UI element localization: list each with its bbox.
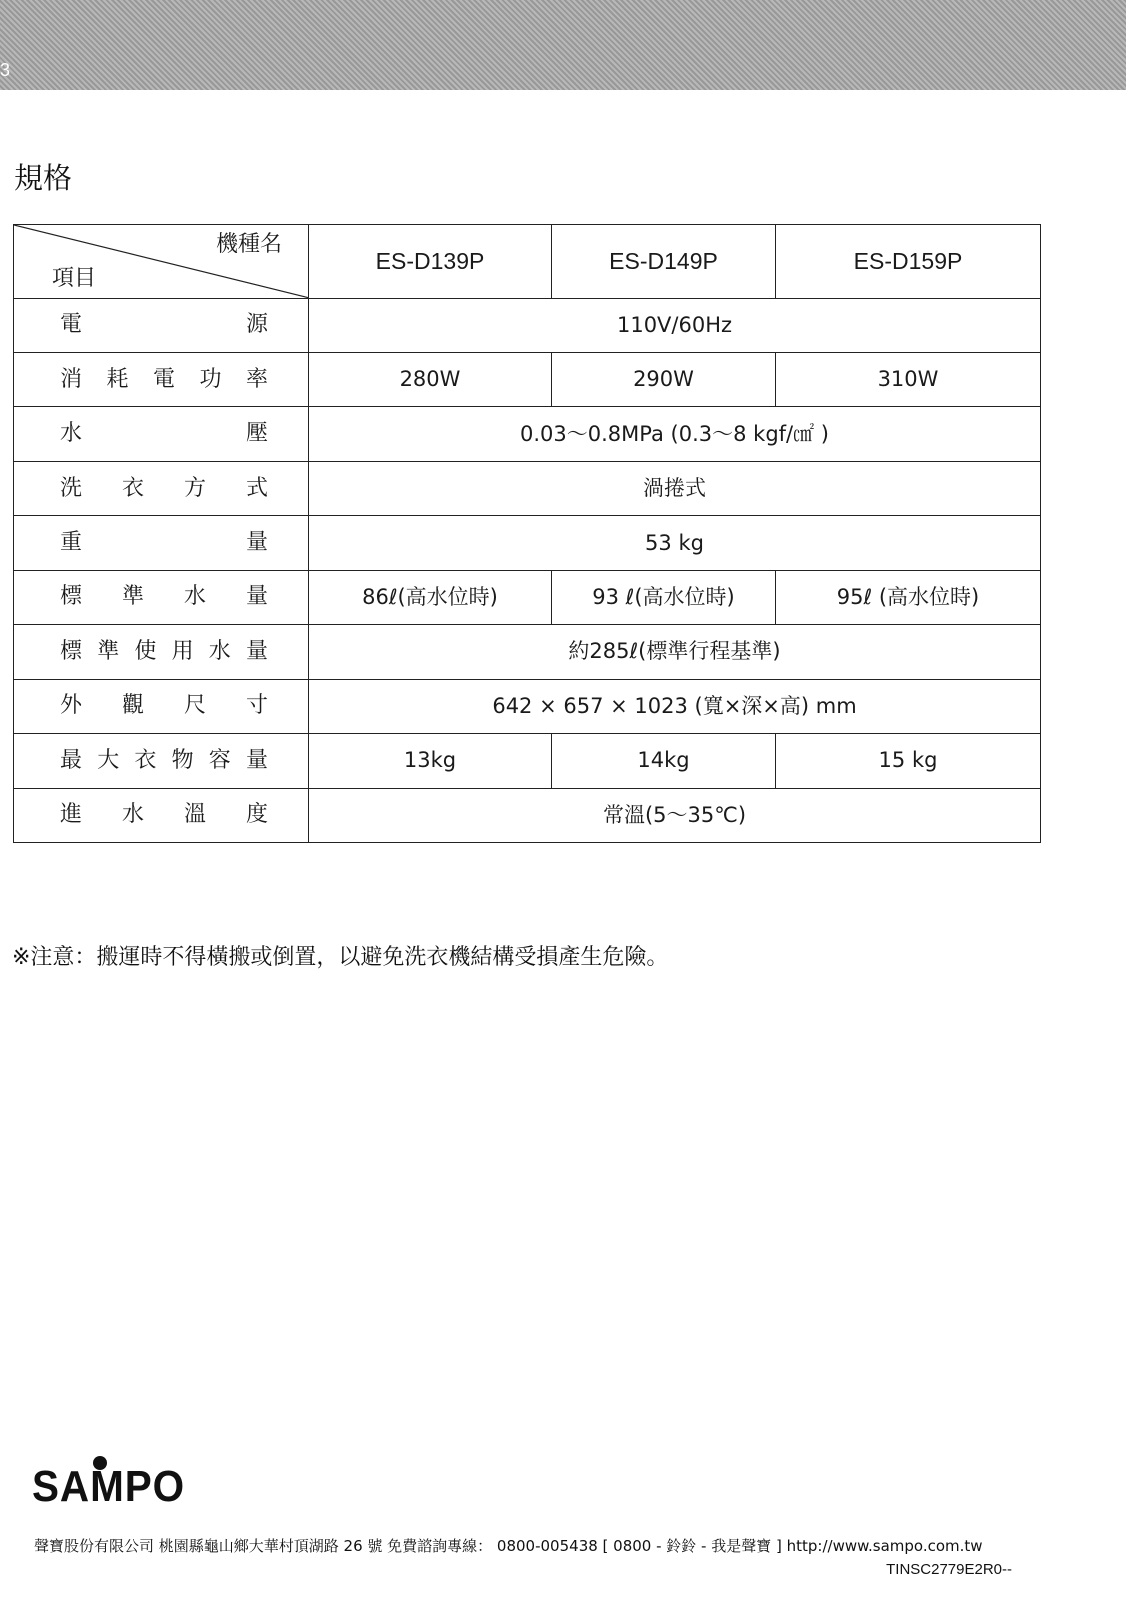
label-char: 觀 — [121, 693, 144, 719]
label-char: 源 — [245, 312, 268, 338]
logo-text: SAMPO — [32, 1462, 186, 1511]
label-char: 寸 — [245, 693, 268, 719]
spec-value-cell: 95ℓ (高水位時) — [776, 570, 1041, 624]
spec-table — [13, 224, 1041, 843]
spec-item-label — [14, 461, 309, 515]
table-row — [14, 625, 1041, 679]
label-char: 方 — [183, 475, 206, 501]
spec-value-cell: 14kg — [552, 734, 776, 788]
label-char: 耗 — [106, 366, 129, 392]
table-row — [14, 516, 1041, 570]
label-char: 功 — [199, 366, 222, 392]
spec-value-cell: 常溫(5～35℃) — [309, 788, 1041, 842]
spec-item-label — [14, 298, 309, 352]
label-char: 容 — [208, 747, 231, 773]
spec-item-label-chars — [60, 749, 268, 773]
model-name-cell: ES-D159P — [776, 225, 1041, 299]
label-char: 用 — [171, 638, 194, 664]
corner-header-cell — [14, 225, 309, 299]
spec-item-label-chars — [60, 368, 268, 392]
spec-item-label — [14, 570, 309, 624]
page-title: 規格 — [14, 161, 73, 195]
spec-item-label-chars — [60, 585, 268, 609]
label-char: 標 — [60, 638, 83, 664]
label-char: 電 — [60, 312, 83, 338]
label-char: 準 — [121, 584, 144, 610]
label-char: 電 — [152, 366, 175, 392]
label-char: 水 — [121, 802, 144, 828]
spec-value-cell: 53 kg — [309, 516, 1041, 570]
label-char: 大 — [97, 747, 120, 773]
table-row — [14, 679, 1041, 733]
label-char: 消 — [60, 366, 83, 392]
sampo-logo — [32, 1456, 186, 1516]
table-row — [14, 461, 1041, 515]
label-char: 量 — [245, 638, 268, 664]
table-row — [14, 298, 1041, 352]
model-name-cell: ES-D139P — [309, 225, 552, 299]
spec-value-cell: 13kg — [309, 734, 552, 788]
spec-item-label — [14, 788, 309, 842]
label-char: 衣 — [134, 747, 157, 773]
table-header-row — [14, 225, 1041, 299]
spec-item-label — [14, 679, 309, 733]
label-char: 使 — [134, 638, 157, 664]
spec-value-cell: 15 kg — [776, 734, 1041, 788]
label-char: 率 — [245, 366, 268, 392]
document-code: TINSC2779E2R0-- — [886, 1561, 1012, 1578]
spec-value-cell: 93 ℓ(高水位時) — [552, 570, 776, 624]
spec-item-label-chars — [60, 640, 268, 664]
label-char: 洗 — [60, 475, 83, 501]
table-row — [14, 570, 1041, 624]
spec-value-cell: 280W — [309, 353, 552, 407]
spec-item-label-chars — [60, 313, 268, 337]
item-header: 項目 — [52, 266, 97, 292]
spec-value-cell: 86ℓ(高水位時) — [309, 570, 552, 624]
company-address: 聲寶股份有限公司 桃園縣龜山鄉大華村頂湖路 26 號 免費諮詢專線： 0800-005438 [ 0800 - 鈴鈴 - 我是聲寶 ] http://www.sampo.com.tw — [34, 1537, 983, 1555]
header-band — [0, 0, 1126, 90]
label-char: 壓 — [245, 421, 268, 447]
label-char: 衣 — [121, 475, 144, 501]
label-char: 量 — [245, 747, 268, 773]
label-char: 最 — [60, 747, 83, 773]
spec-item-label — [14, 734, 309, 788]
label-char: 進 — [60, 802, 83, 828]
label-char: 外 — [60, 693, 83, 719]
label-char: 水 — [208, 638, 231, 664]
spec-value-cell: 渦捲式 — [309, 461, 1041, 515]
model-name-cell: ES-D149P — [552, 225, 776, 299]
label-char: 水 — [183, 584, 206, 610]
spec-item-label — [14, 516, 309, 570]
handling-notice: ※注意：搬運時不得橫搬或倒置，以避免洗衣機結構受損產生危險。 — [12, 945, 669, 970]
spec-value-cell: 0.03～0.8MPa (0.3～8 kgf/㎠ ) — [309, 407, 1041, 461]
label-char: 式 — [245, 475, 268, 501]
spec-value-cell: 110V/60Hz — [309, 298, 1041, 352]
label-char: 量 — [245, 529, 268, 555]
model-name-header: 機種名 — [215, 232, 282, 257]
spec-item-label — [14, 625, 309, 679]
table-row — [14, 353, 1041, 407]
label-char: 重 — [60, 529, 83, 555]
spec-value-cell: 約285ℓ(標準行程基準) — [309, 625, 1041, 679]
spec-value-cell: 310W — [776, 353, 1041, 407]
spec-item-label-chars — [60, 422, 268, 446]
page-number: 3 — [0, 60, 11, 80]
label-char: 物 — [171, 747, 194, 773]
spec-item-label — [14, 353, 309, 407]
label-char: 水 — [60, 421, 83, 447]
label-char: 量 — [245, 584, 268, 610]
table-row — [14, 788, 1041, 842]
spec-item-label — [14, 407, 309, 461]
spec-item-label-chars — [60, 531, 268, 555]
label-char: 溫 — [183, 802, 206, 828]
spec-value-cell: 290W — [552, 353, 776, 407]
table-row — [14, 407, 1041, 461]
spec-item-label-chars — [60, 477, 268, 501]
spec-value-cell: 642 × 657 × 1023 (寬×深×高) mm — [309, 679, 1041, 733]
label-char: 尺 — [183, 693, 206, 719]
spec-item-label-chars — [60, 803, 268, 827]
label-char: 準 — [97, 638, 120, 664]
label-char: 標 — [60, 584, 83, 610]
label-char: 度 — [245, 802, 268, 828]
table-row — [14, 734, 1041, 788]
spec-item-label-chars — [60, 694, 268, 718]
